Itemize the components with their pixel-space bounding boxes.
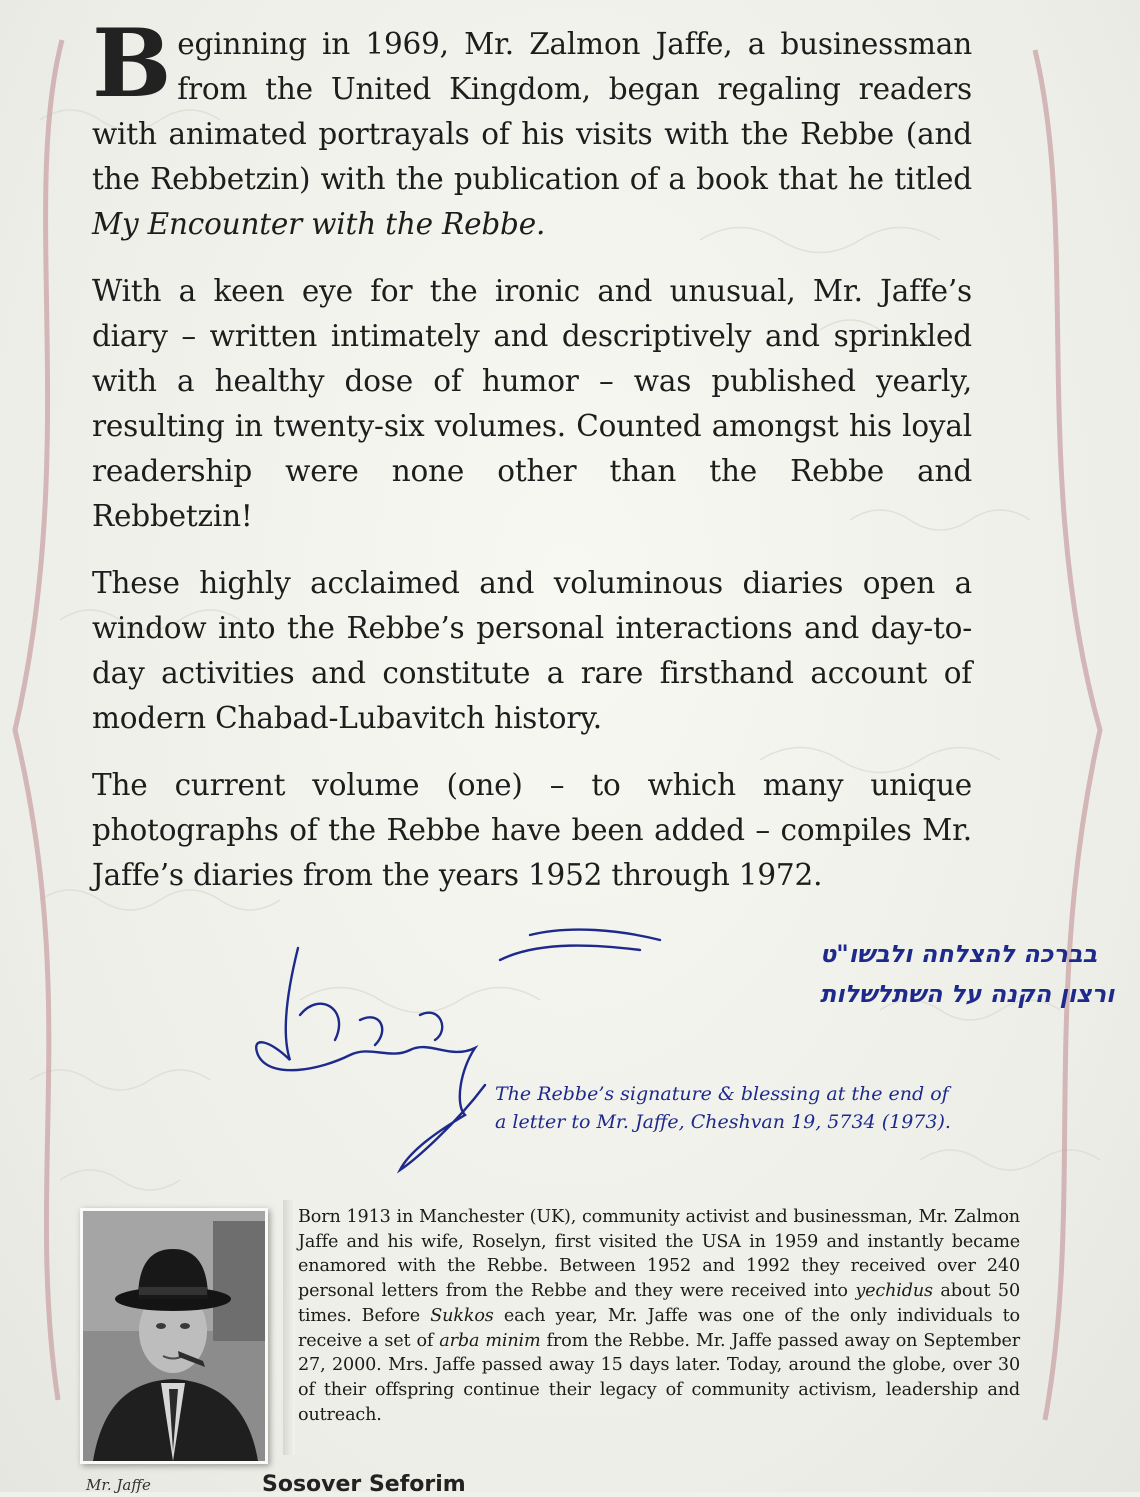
biography-text (298, 1205, 1020, 1427)
bio-term-arba-minim: arba minim (439, 1330, 541, 1351)
intro-paragraph-3: These highly acclaimed and voluminous diaries open a window into the Rebbe’s personal interactions and day-to-day activities and constitute a rare firsthand account of modern Chabad-Lubavitch history. (92, 566, 972, 735)
intro-paragraph-4: The current volume (one) – to which many unique photographs of the Rebbe have been added – compiles Mr. Jaffe’s diaries from the years 1952 through 1972. (92, 768, 972, 892)
jaffe-portrait-photo (80, 1208, 268, 1464)
drop-cap: B (92, 9, 172, 119)
signature-caption: The Rebbe’s signature & blessing at the end of a letter to Mr. Jaffe, Cheshvan 19, 5734 (1973). (495, 1083, 951, 1133)
bio-term-sukkos: Sukkos (430, 1305, 494, 1326)
book-title: My Encounter with the Rebbe. (92, 207, 546, 241)
bio-text-3: each year, Mr. Jaffe was one of the only individuals to receive a set of (298, 1305, 1020, 1351)
publisher-name: Sosover Seforim (262, 1472, 466, 1497)
bio-panel-edge (283, 1200, 295, 1455)
photo-caption: Mr. Jaffe (86, 1476, 151, 1494)
bio-text-1: Born 1913 in Manchester (UK), community activist and businessman, Mr. Zalmon Jaffe and his wife, Roselyn, first visited the USA in 1959 and instantly became enamored with the Rebbe. Between 1952 and 1992 they received over 240 personal letters from the Rebbe and they were received into (298, 1207, 1020, 1302)
intro-paragraph-1-text: eginning in 1969, Mr. Zalmon Jaffe, a businessman from the United Kingdom, began regaling readers with animated portrayals of his visits with the Rebbe (and the Rebbetzin) with the publication of a book that he titled (92, 27, 972, 196)
bio-text-2: about 50 times. Before (298, 1281, 1020, 1326)
intro-text (92, 9, 972, 920)
bio-term-yechidus: yechidus (855, 1281, 933, 1302)
signature-hebrew-line-1: בברכה להצלחה ולבשו"ט (820, 940, 1098, 968)
bio-text-4: from the Rebbe. Mr. Jaffe passed away on September 27, 2000. Mrs. Jaffe passed away 15 days later. Today, around the globe, over 30 of their offspring continue their legacy of community activism, leadership and outreach. (298, 1330, 1020, 1425)
intro-paragraph-2: With a keen eye for the ironic and unusual, Mr. Jaffe’s diary – written intimately and descriptively and sprinkled with a healthy dose of humor – was published yearly, resulting in twenty-six volumes. Counted amongst his loyal readership were none other than the Rebbe and Rebbetzin! (92, 274, 972, 533)
signature-hebrew-line-2: ורצון הקנה על השתלשלות (820, 980, 1115, 1008)
rebbe-signature (240, 920, 1115, 1180)
intro-paragraph-1 (92, 9, 972, 247)
